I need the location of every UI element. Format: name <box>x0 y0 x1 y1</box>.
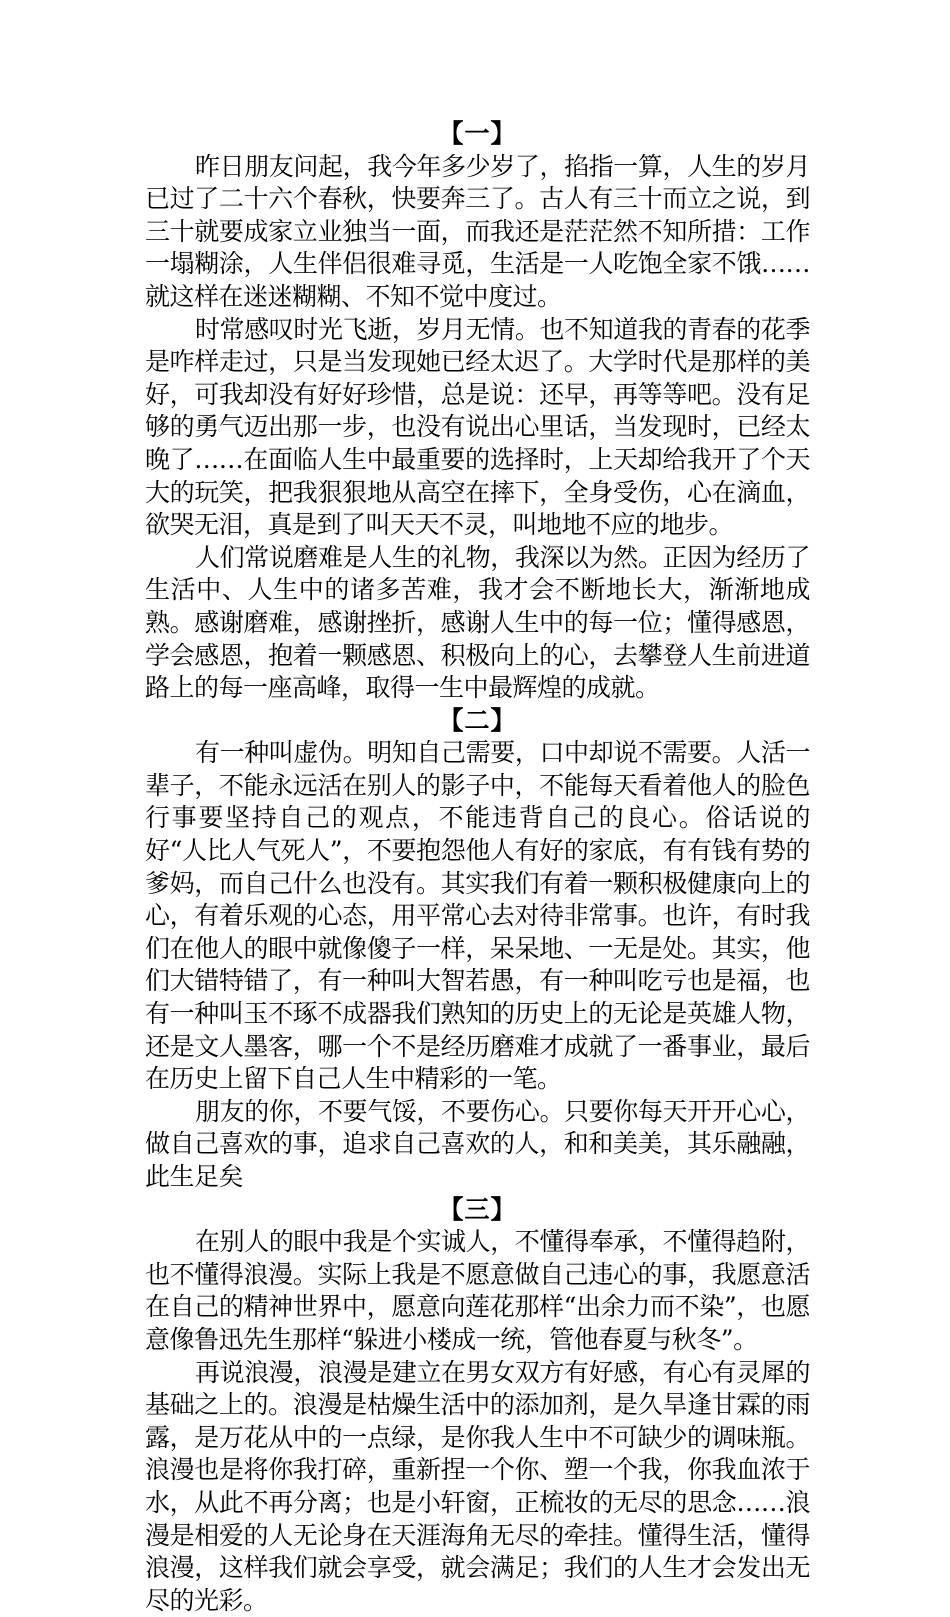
section-1-paragraph-2: 时常感叹时光飞逝，岁月无情。也不知道我的青春的花季是咋样走过，只是当发现她已经太迟了。大学时代是那样的美好，可我却没有好好珍惜，总是说：还早，再等等吧。没有足够的勇气迈出那一步，也没有说出心里话，当发现时，已经太晚了……在面临人生中最重要的选择时，上天却给我开了个天大的玩笑，把我狠狠地从高空在摔下，全身受伤，心在滴血，欲哭无泪，真是到了叫天天不灵，叫地地不应的地步。 <box>145 314 810 540</box>
section-1-paragraph-3: 人们常说磨难是人生的礼物，我深以为然。正因为经历了生活中、人生中的诸多苦难，我才会不断地长大，渐渐地成熟。感谢磨难，感谢挫折，感谢人生中的每一位；懂得感恩，学会感恩，抱着一颗感恩、积极向上的心，去攀登人生前进道路上的每一座高峰，取得一生中最辉煌的成就。 <box>145 542 810 703</box>
section-1-heading: 【一】 <box>438 119 517 148</box>
section-2-paragraph-1: 有一种叫虚伪。明知自己需要，口中却说不需要。人活一辈子，不能永远活在别人的影子中，不能每天看着他人的脸色行事要坚持自己的观点，不能违背自己的良心。俗话说的好“人比人气死人”，不要抱怨他人有好的家底，有有钱有势的爹妈，而自己什么也没有。其实我们有着一颗积极健康向上的心，有着乐观的心态，用平常心去对待非常事。也许，有时我们在他人的眼中就像傻子一样，呆呆地、一无是处。其实，他们大错特错了，有一种叫大智若愚，有一种叫吃亏也是福，也有一种叫玉不琢不成器我们熟知的历史上的无论是英雄人物，还是文人墨客，哪一个不是经历磨难才成就了一番事业，最后在历史上留下自己人生中精彩的一笔。 <box>145 738 810 1094</box>
section-2-paragraph-2: 朋友的你，不要气馁，不要伤心。只要你每天开开心心，做自己喜欢的事，追求自己喜欢的人，和和美美，其乐融融，此生足矣 <box>145 1096 810 1191</box>
section-3-heading: 【三】 <box>438 1194 517 1224</box>
section-3-paragraph-2: 再说浪漫，浪漫是建立在男女双方有好感，有心有灵犀的基础之上的。浪漫是枯燥生活中的添加剂，是久旱逢甘霖的雨露，是万花从中的一点绿，是你我人生中不可缺少的调味瓶。浪漫也是将你我打碎，重新捏一个你、塑一个我，你我血浓于水，从此不再分离；也是小轩窗，正梳妆的无尽的思念……浪漫是相爱的人无论身在天涯海角无尽的牵挂。懂得生活，懂得浪漫，这样我们就会享受，就会满足；我们的人生才会发出无尽的光彩。 <box>145 1357 810 1615</box>
section-1-paragraph-1: 昨日朋友问起，我今年多少岁了，掐指一算，人生的岁月已过了二十六个春秋，快要奔三了。古人有三十而立之说，到三十就要成家立业独当一面，而我还是茫茫然不知所措：工作一塌糊涂，人生伴侣很难寻觅，生活是一人吃饱全家不饿……就这样在迷迷糊糊、不知不觉中度过。 <box>145 151 810 311</box>
document-body <box>145 118 810 1617</box>
section-3-paragraph-1: 在别人的眼中我是个实诚人，不懂得奉承，不懂得趋附，也不懂得浪漫。实际上我是不愿意做自己违心的事，我愿意活在自己的精神世界中，愿意向莲花那样“出余力而不染”，也愿意像鲁迅先生那样“躲进小楼成一统，管他春夏与秋冬”。 <box>145 1227 810 1354</box>
section-2-heading: 【二】 <box>438 705 517 735</box>
